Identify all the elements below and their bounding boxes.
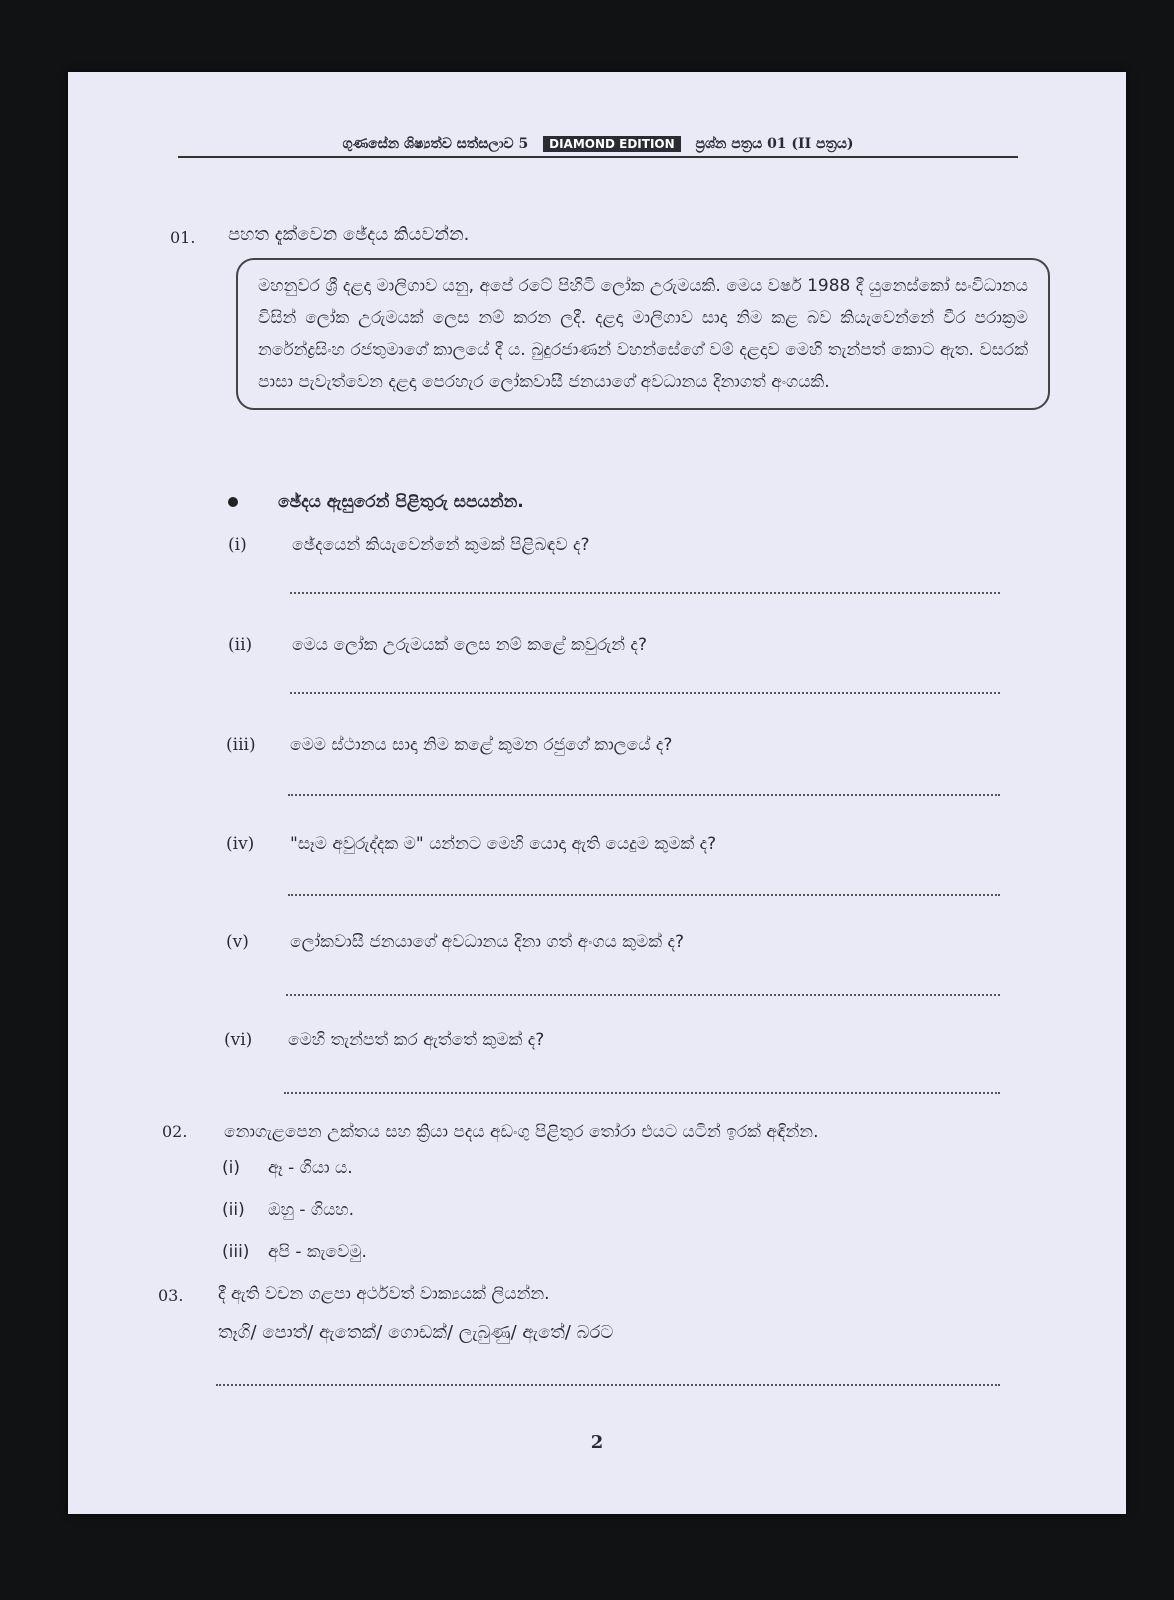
q1-sub-4-text: "සෑම අවුරුද්දක ම" යන්නට මෙහි යොදා ඇති යෙදුම කුමක් ද? xyxy=(290,834,717,854)
q1-sub-2 xyxy=(228,635,647,655)
bullet-icon xyxy=(228,497,238,507)
q2-item-3-roman: (iii) xyxy=(222,1242,250,1262)
q2-item-2-text: ඔහු - ගියහ. xyxy=(268,1200,355,1220)
q1-text: පහත දැක්වෙන ඡේදය කියවන්න. xyxy=(228,224,470,245)
answer-line-1[interactable] xyxy=(290,592,1000,594)
q2-item-2-roman: (ii) xyxy=(222,1200,245,1220)
q2-item-3[interactable] xyxy=(222,1242,367,1262)
q1-number: 01. xyxy=(170,228,196,247)
q1-sub-2-roman: (ii) xyxy=(228,635,253,655)
q1-instruction-text: ඡේදය ඇසුරෙන් පිළිතුරු සපයන්න. xyxy=(278,492,524,512)
q1-sub-1 xyxy=(228,535,590,555)
answer-line-q3[interactable] xyxy=(216,1384,1000,1386)
q2-item-1-roman: (i) xyxy=(222,1158,240,1178)
answer-line-6[interactable] xyxy=(284,1092,1000,1094)
q1-sub-3-roman: (iii) xyxy=(226,735,256,755)
q1-instruction xyxy=(228,492,524,512)
page-header xyxy=(178,136,1018,158)
q1-sub-4 xyxy=(226,834,716,854)
q3-text: දී ඇති වචන ගළපා අර්ථවත් වාක්‍යයක් ලියන්න. xyxy=(218,1284,550,1304)
q2-item-1[interactable] xyxy=(222,1158,353,1178)
edition-badge: DIAMOND EDITION xyxy=(543,136,681,152)
q1-sub-5 xyxy=(226,932,684,952)
exam-sheet xyxy=(68,72,1126,1514)
q3-number: 03. xyxy=(158,1286,184,1305)
q2-text: නොගැළපෙන උක්තය සහ ක්‍රියා පදය අඩංගු පිළිතුර තෝරා එයට යටින් ඉරක් අඳින්න. xyxy=(224,1122,819,1142)
answer-line-4[interactable] xyxy=(288,894,1000,896)
q1-sub-6-roman: (vi) xyxy=(224,1030,253,1050)
q1-sub-1-roman: (i) xyxy=(228,535,247,555)
q2-item-1-text: ඈ - ගියා ය. xyxy=(268,1158,353,1178)
q1-sub-3-text: මෙම ස්ථානය සාදා නිම කළේ කුමන රජුගේ කාලයේ ද? xyxy=(290,735,673,755)
q1-sub-2-text: මෙය ලෝක උරුමයක් ලෙස නම් කළේ කවුරුන් ද? xyxy=(292,635,647,655)
answer-line-2[interactable] xyxy=(290,692,1000,694)
header-paper: ප්‍රශ්න පත්‍රය 01 (II පත්‍රය) xyxy=(695,136,854,152)
header-title: ගුණසේන ශිෂ්‍යත්ව සත්සලාව 5 xyxy=(342,136,529,152)
q1-sub-1-text: ඡේදයෙන් කියැවෙන්නේ කුමක් පිළිබඳව ද? xyxy=(292,535,590,555)
q2-item-3-text: අපි - කැවෙමු. xyxy=(268,1242,367,1262)
q1-sub-4-roman: (iv) xyxy=(226,834,255,854)
page-number: 2 xyxy=(590,1432,604,1453)
q1-sub-6-text: මෙහි තැන්පත් කර ඇත්තේ කුමක් ද? xyxy=(288,1030,545,1050)
q1-sub-5-roman: (v) xyxy=(226,932,249,952)
answer-line-5[interactable] xyxy=(286,994,1000,996)
reading-passage: මහනුවර ශ්‍රී දළදා මාලිගාව යනු, අපේ රටේ පිහිටි ලෝක උරුමයකි. මෙය වර්ෂ 1988 දී යුනෙස්කෝ සංවිධානය විසින් ලෝක උරුමයක් ලෙස නම් කරන ලදී. දළදා මාලිගාව සාදා නිම කළ බව කියැවෙන්නේ වීර පරාක්‍රම නරේන්ද්‍රසිංහ රජතුමාගේ කාලයේ දී ය. බුදුරජාණන් වහන්සේගේ වම් දළදාව මෙහි තැන්පත් කොට ඇත. වසරක් පාසා පැවැත්වෙන දළදා පෙරහැර ලෝකවාසී ජනයාගේ අවධානය දිනාගත් අංගයකි. xyxy=(236,258,1050,410)
q3-word-list: තෑගි/ පොත්/ ඇතෙක්/ ගොඩක්/ ලැබුණු/ ඇතේ/ බරට xyxy=(218,1322,614,1343)
q2-item-2[interactable] xyxy=(222,1200,354,1220)
q2-number: 02. xyxy=(162,1122,188,1141)
q1-sub-5-text: ලෝකවාසී ජනයාගේ අවධානය දිනා ගත් අංගය කුමක් ද? xyxy=(290,932,685,952)
q1-sub-3 xyxy=(226,735,672,755)
q1-sub-6 xyxy=(224,1030,544,1050)
answer-line-3[interactable] xyxy=(288,794,1000,796)
